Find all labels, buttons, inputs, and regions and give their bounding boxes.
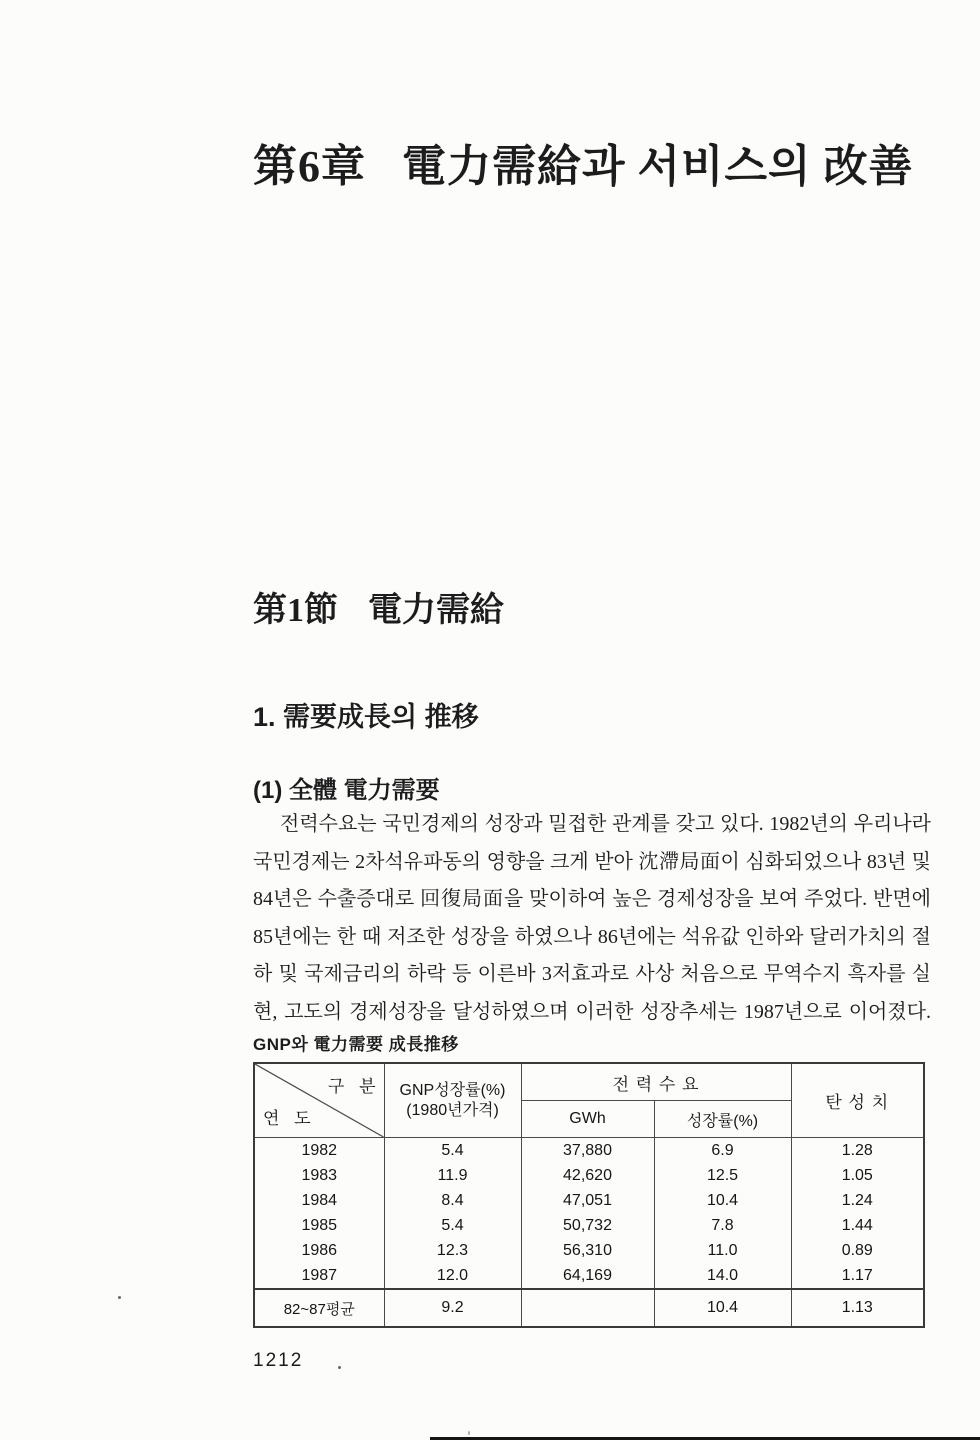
cell-gwh: 56,310 [521, 1238, 654, 1263]
table-row [254, 1188, 924, 1213]
table-row [254, 1263, 924, 1289]
table-row [254, 1138, 924, 1164]
header-power-demand: 전 력 수 요 [521, 1063, 791, 1101]
body-paragraph [253, 806, 931, 1031]
cell-growth: 11.0 [654, 1238, 791, 1263]
subsection-title: 1. 需要成長의 推移 [253, 702, 479, 732]
section-number: 第1節 [253, 592, 338, 629]
table-footer-row [254, 1289, 924, 1327]
cell-gnp: 12.0 [384, 1263, 521, 1289]
header-gwh: GWh [521, 1101, 654, 1138]
table-row [254, 1238, 924, 1263]
header-elasticity: 탄 성 치 [791, 1063, 924, 1138]
cell-gwh: 50,732 [521, 1213, 654, 1238]
paragraph-line: 84년은 수출증대로 回復局面을 맞이하여 높은 경제성장을 보여 주었다. 반면에 [253, 888, 931, 910]
section-title [253, 582, 504, 631]
header-gnp-growth-main: GNP성장률(%) [399, 1081, 506, 1099]
cell-gwh-average [521, 1289, 654, 1327]
table-row [254, 1163, 924, 1188]
diagonal-header-cell [254, 1063, 384, 1138]
diagonal-label-category: 구 분 [327, 1077, 376, 1096]
paragraph-line: 국민경제는 2차석유파동의 영향을 크게 받아 沈滯局面이 심화되었으나 83년 및 [253, 850, 931, 873]
cell-gnp: 12.3 [384, 1238, 521, 1263]
cell-growth: 14.0 [654, 1263, 791, 1289]
cell-elasticity: 1.05 [791, 1163, 924, 1188]
page-number: 1212 [253, 1350, 304, 1371]
cell-year: 1982 [254, 1138, 384, 1164]
cell-elasticity: 0.89 [791, 1238, 924, 1263]
cell-gwh: 64,169 [521, 1263, 654, 1289]
chapter-title [253, 130, 914, 194]
cell-year: 1987 [254, 1263, 384, 1289]
cell-year: 1985 [254, 1213, 384, 1238]
chapter-number: 第6章 [253, 142, 366, 191]
cell-year: 1983 [254, 1163, 384, 1188]
cell-elasticity: 1.44 [791, 1213, 924, 1238]
paragraph-line: 하 및 국제금리의 하락 등 이른바 3저효과로 사상 처음으로 무역수지 흑자를 실 [253, 963, 931, 985]
diagonal-label-year: 연 도 [263, 1109, 311, 1128]
cell-gnp: 5.4 [384, 1138, 521, 1164]
header-gnp-growth [384, 1063, 521, 1138]
cell-gwh: 42,620 [521, 1163, 654, 1188]
cell-year: 1986 [254, 1238, 384, 1263]
cell-elasticity-average: 1.13 [791, 1289, 924, 1327]
cell-gnp-average: 9.2 [384, 1289, 521, 1327]
cell-gnp: 5.4 [384, 1213, 521, 1238]
cell-growth: 6.9 [654, 1138, 791, 1164]
table-caption: GNP와 電力需要 成長推移 [253, 1035, 459, 1054]
cell-year-average: 82~87평균 [254, 1289, 384, 1327]
header-growth-rate: 성장률(%) [654, 1101, 791, 1138]
cell-gnp: 8.4 [384, 1188, 521, 1213]
scan-speck [468, 1431, 470, 1435]
cell-elasticity: 1.24 [791, 1188, 924, 1213]
paragraph-line: 85년에는 한 때 저조한 성장을 하였으나 86년에는 석유값 인하와 달러가치의 절 [253, 925, 931, 948]
item-heading: (1) 全體 電力需要 [253, 777, 440, 804]
header-gnp-growth-sub: (1980년가격) [406, 1101, 499, 1119]
cell-growth: 7.8 [654, 1213, 791, 1238]
paragraph-line: 전력수요는 국민경제의 성장과 밀접한 관계를 갖고 있다. 1982년의 우리나라 [280, 813, 931, 835]
cell-growth-average: 10.4 [654, 1289, 791, 1327]
table-row [254, 1213, 924, 1238]
cell-elasticity: 1.28 [791, 1138, 924, 1164]
cell-year: 1984 [254, 1188, 384, 1213]
scan-speck [118, 1296, 121, 1299]
cell-gwh: 37,880 [521, 1138, 654, 1164]
cell-gnp: 11.9 [384, 1163, 521, 1188]
paragraph-line: 현, 고도의 경제성장을 달성하였으며 이러한 성장추세는 1987년으로 이어졌다. [253, 1000, 931, 1023]
gnp-power-demand-table [253, 1062, 925, 1328]
section-title-text: 電力需給 [368, 592, 504, 629]
scan-speck [338, 1366, 341, 1369]
chapter-title-text: 電力需給과 서비스의 改善 [402, 142, 914, 191]
cell-gwh: 47,051 [521, 1188, 654, 1213]
cell-growth: 10.4 [654, 1188, 791, 1213]
cell-growth: 12.5 [654, 1163, 791, 1188]
cell-elasticity: 1.17 [791, 1263, 924, 1289]
